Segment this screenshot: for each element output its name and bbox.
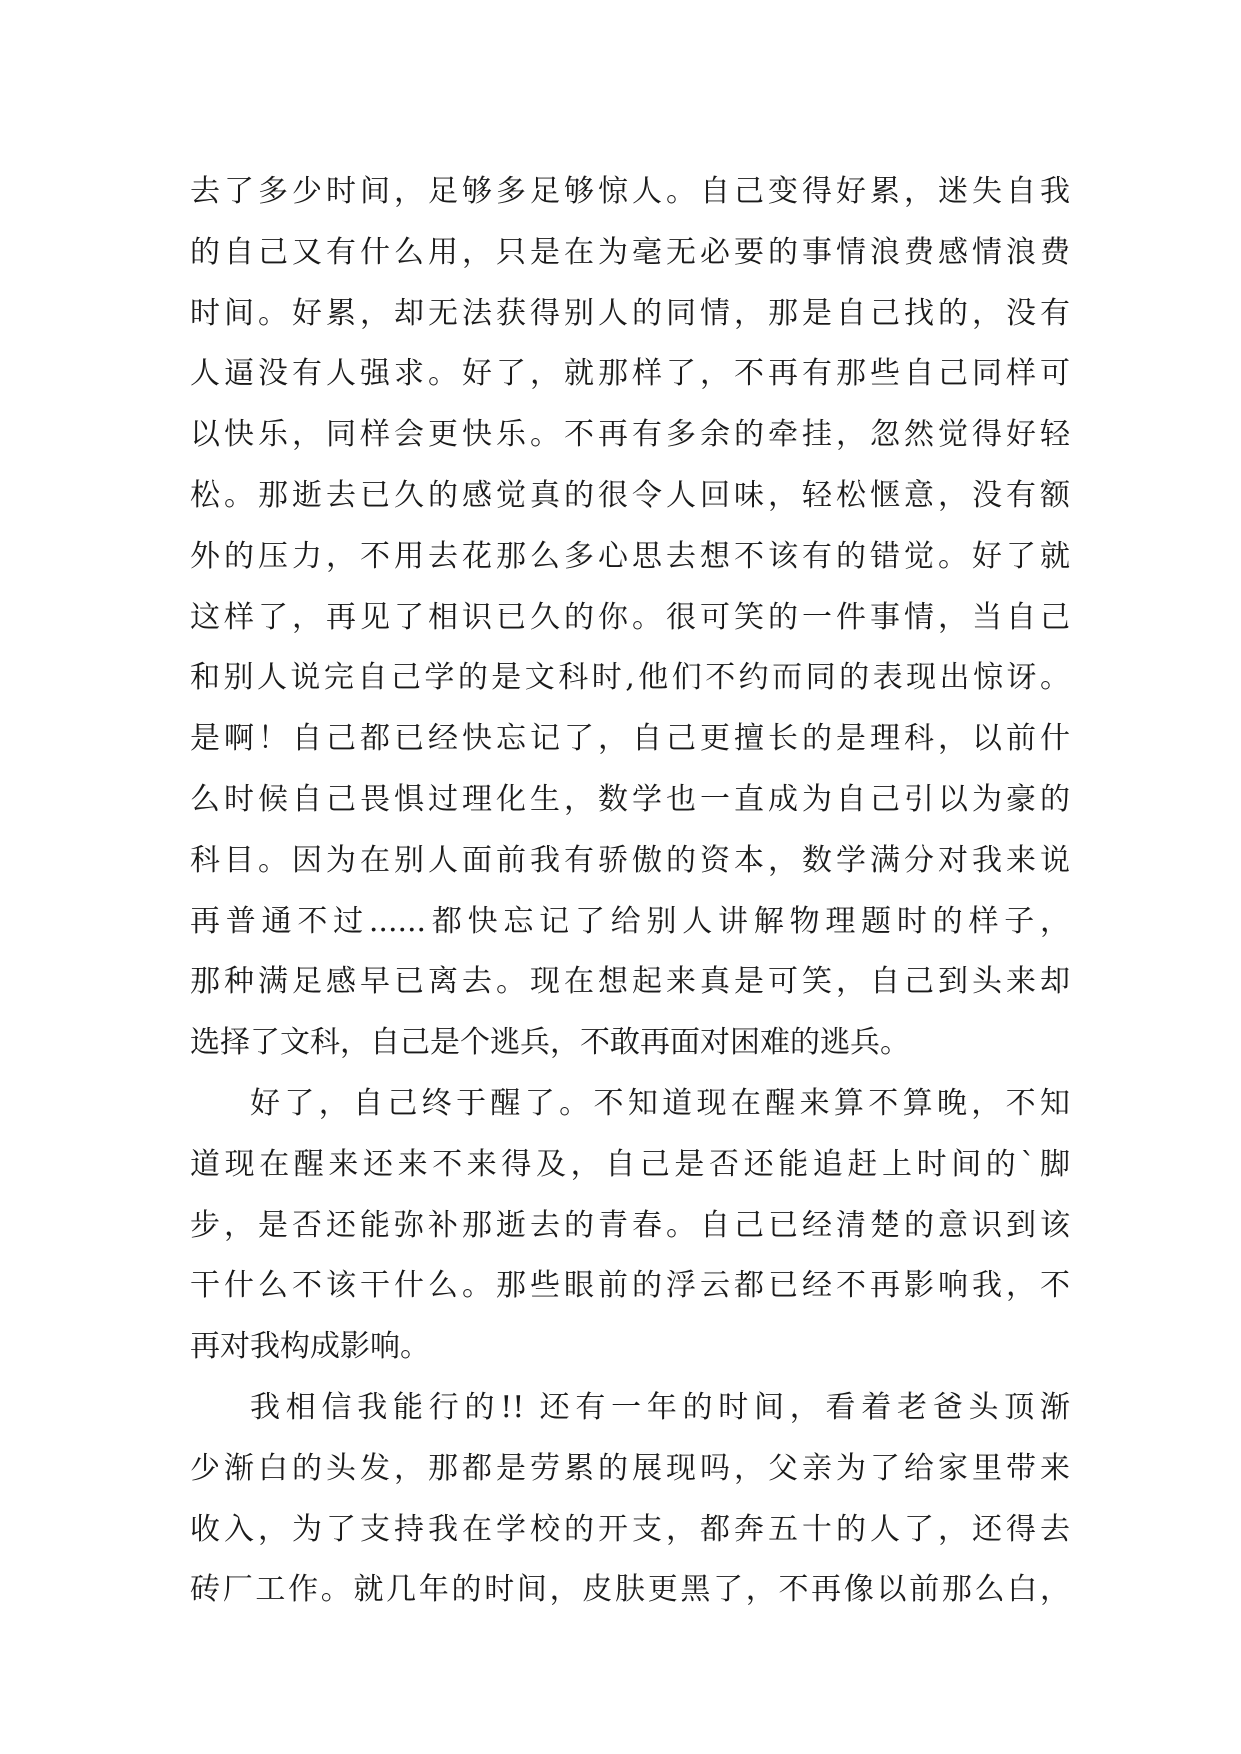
text-line: 选择了文科，自己是个逃兵，不敢再面对困难的逃兵。 <box>190 1025 910 1061</box>
text-line: 人逼没有人强求。好了，就那样了，不再有那些自己同样可 <box>190 356 1070 392</box>
text-line: 砖厂工作。就几年的时间，皮肤更黑了，不再像以前那么白， <box>190 1572 1070 1608</box>
text-line: 少渐白的头发，那都是劳累的展现吗，父亲为了给家里带来 <box>190 1450 1070 1486</box>
body-text <box>190 162 1070 1621</box>
text-line: 科目。因为在别人面前我有骄傲的资本，数学满分对我来说 <box>190 842 1070 878</box>
text-line: 再普通不过......都快忘记了给别人讲解物理题时的样子， <box>190 903 1070 939</box>
paragraph-first-line: 好了，自己终于醒了。不知道现在醒来算不算晚，不知 <box>250 1085 1070 1121</box>
text-line: 步，是否还能弥补那逝去的青春。自己已经清楚的意识到该 <box>190 1207 1070 1243</box>
text-line: 这样了，再见了相识已久的你。很可笑的一件事情，当自己 <box>190 599 1070 635</box>
text-line: 再对我构成影响。 <box>190 1329 430 1365</box>
text-line: 干什么不该干什么。那些眼前的浮云都已经不再影响我，不 <box>190 1268 1070 1304</box>
text-line: 以快乐，同样会更快乐。不再有多余的牵挂，忽然觉得好轻 <box>190 417 1070 453</box>
text-line: 收入，为了支持我在学校的开支，都奔五十的人了，还得去 <box>190 1511 1070 1547</box>
text-line: 时间。好累，却无法获得别人的同情，那是自己找的，没有 <box>190 295 1070 331</box>
text-line: 么时候自己畏惧过理化生，数学也一直成为自己引以为豪的 <box>190 781 1070 817</box>
text-line: 去了多少时间，足够多足够惊人。自己变得好累，迷失自我 <box>190 174 1070 209</box>
text-line: 松。那逝去已久的感觉真的很令人回味，轻松惬意，没有额 <box>190 477 1070 513</box>
text-line: 道现在醒来还来不来得及，自己是否还能追赶上时间的`脚 <box>190 1146 1070 1182</box>
text-line: 的自己又有什么用，只是在为毫无必要的事情浪费感情浪费 <box>190 234 1070 270</box>
paragraph-first-line: 我相信我能行的!! 还有一年的时间，看着老爸头顶渐 <box>250 1389 1070 1425</box>
text-line: 是啊！自己都已经快忘记了，自己更擅长的是理科，以前什 <box>190 721 1070 757</box>
text-line: 外的压力，不用去花那么多心思去想不该有的错觉。好了就 <box>190 538 1070 574</box>
text-line: 和别人说完自己学的是文科时,他们不约而同的表现出惊讶。 <box>190 660 1070 696</box>
text-line: 那种满足感早已离去。现在想起来真是可笑，自己到头来却 <box>190 964 1070 1000</box>
